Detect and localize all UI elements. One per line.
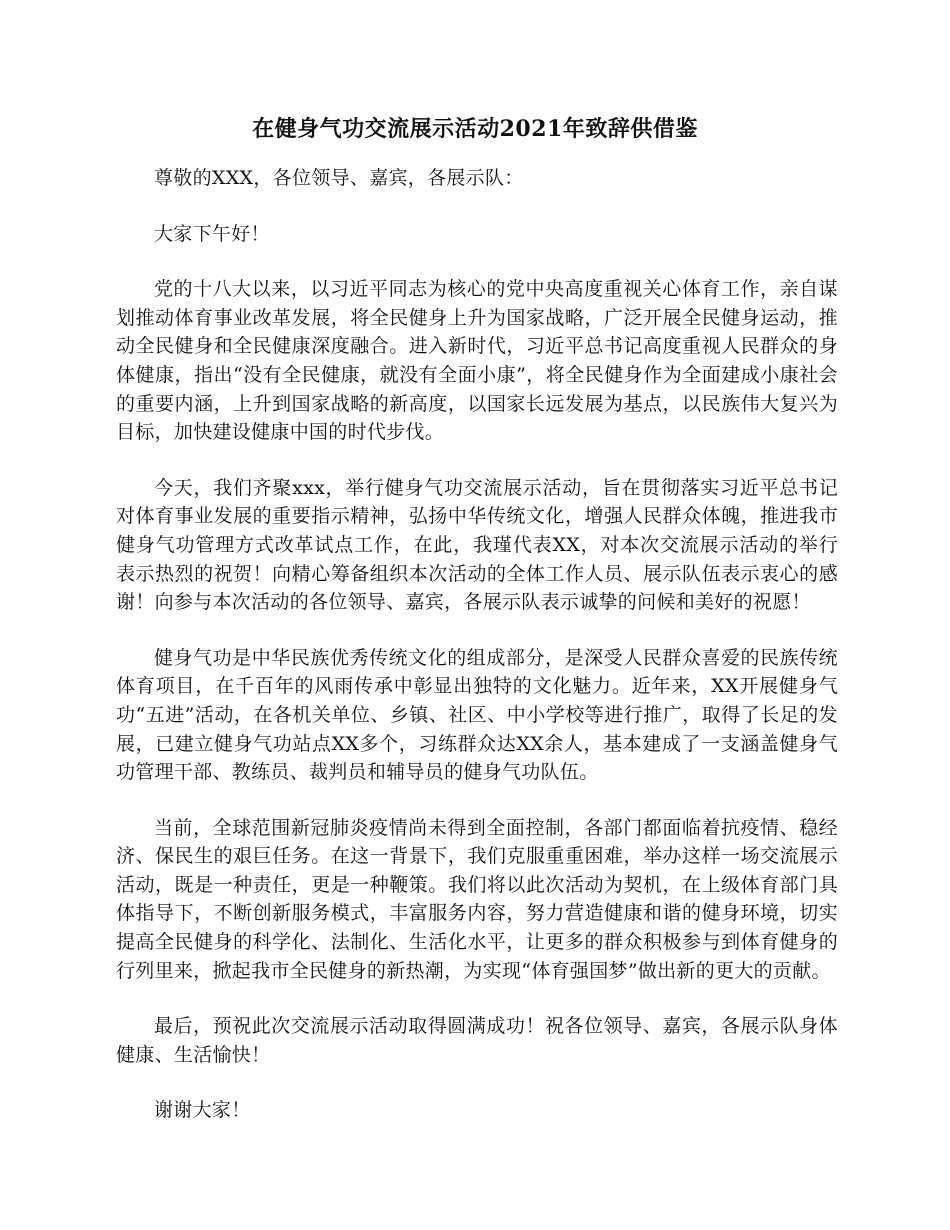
paragraph-qigong-background: 健身气功是中华民族优秀传统文化的组成部分，是深受人民群众喜爱的民族传统体育项目，在千百年的风雨传承中彰显出独特的文化魅力。近年来，XX开展健身气功“五进”活动，在各机关单位、乡镇、社区、中小学校等进行推广，取得了长足的发展，已建立健身气功站点XX多个，习练群众达XX余人，基本建成了一支涵盖健身气功管理干部、教练员、裁判员和辅导员的健身气功队伍。 — [116, 646, 838, 784]
paragraph-current-situation: 当前，全球范围新冠肺炎疫情尚未得到全面控制，各部门都面临着抗疫情、稳经济、保民生的艰巨任务。在这一背景下，我们克服重重困难，举办这样一场交流展示活动，既是一种责任，更是一种鞭策。我们将以此次活动为契机，在上级体育部门具体指导下，不断创新服务模式，丰富服务内容，努力营造健康和谐的健身环境，切实提高全民健身的科学化、法制化、生活化水平，让更多的群众积极参与到体育健身的行列里来，掀起我市全民健身的新热潮，为实现“体育强国梦”做出新的更大的贡献。 — [116, 816, 838, 982]
paragraph-national-strategy: 党的十八大以来，以习近平同志为核心的党中央高度重视关心体育工作，亲自谋划推动体育事业改革发展，将全民健身上升为国家战略，广泛开展全民健身运动，推动全民健身和全民健康深度融合。进入新时代，习近平总书记高度重视人民群众的身体健康，指出“没有全民健康，就没有全面小康”，将全民健身作为全面建成小康社会的重要内涵，上升到国家战略的新高度，以国家长远发展为基点，以民族伟大复兴为目标，加快建设健康中国的时代步伐。 — [116, 278, 838, 444]
document-title: 在健身气功交流展示活动2021年致辞供借鉴 — [252, 116, 698, 142]
thanks: 谢谢大家！ — [154, 1099, 251, 1122]
paragraph-closing-wishes: 最后，预祝此次交流展示活动取得圆满成功！祝各位领导、嘉宾，各展示队身体健康、生活愉快！ — [116, 1015, 838, 1066]
salutation: 尊敬的XXX，各位领导、嘉宾，各展示队： — [154, 167, 524, 189]
paragraph-event-purpose: 今天，我们齐聚xxx，举行健身气功交流展示活动，旨在贯彻落实习近平总书记对体育事业发展的重要指示精神，弘扬中华传统文化，增强人民群众体魄，推进我市健身气功管理方式改革试点工作，在此，我瑾代表XX，对本次交流展示活动的举行表示热烈的祝贺！向精心筹备组织本次活动的全体工作人员、展示队伍表示衷心的感谢！向参与本次活动的各位领导、嘉宾，各展示队表示诚挚的问候和美好的祝愿！ — [116, 476, 838, 614]
greeting: 大家下午好！ — [154, 222, 270, 245]
document-body — [116, 164, 838, 1125]
